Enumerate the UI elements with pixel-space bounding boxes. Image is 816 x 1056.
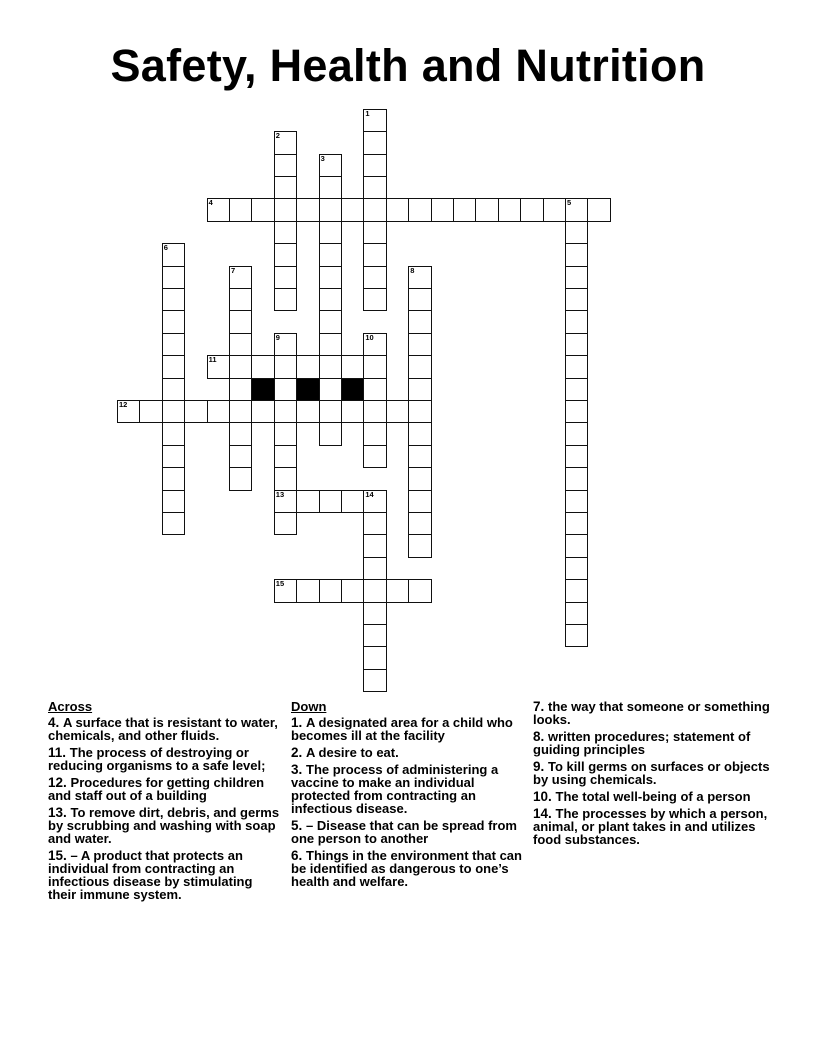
grid-cell[interactable] xyxy=(408,490,431,513)
clue-text: A desire to eat. xyxy=(306,745,399,760)
grid-cell[interactable] xyxy=(408,266,431,289)
down-clues xyxy=(291,700,527,892)
grid-cell[interactable] xyxy=(363,333,386,356)
grid-cell[interactable] xyxy=(274,579,297,602)
grid-cell[interactable] xyxy=(475,198,498,221)
grid-cell[interactable] xyxy=(565,400,588,423)
grid-cell[interactable] xyxy=(408,534,431,557)
clue-item xyxy=(533,790,773,803)
grid-cell[interactable] xyxy=(565,579,588,602)
grid-cell[interactable] xyxy=(386,400,409,423)
clue-number: 12 xyxy=(119,400,128,409)
grid-cell[interactable] xyxy=(162,266,185,289)
black-cell xyxy=(296,378,319,401)
grid-cell[interactable] xyxy=(274,221,297,244)
black-cell xyxy=(251,378,274,401)
grid-cell[interactable] xyxy=(408,310,431,333)
down-heading: Down xyxy=(291,699,327,714)
grid-cell[interactable] xyxy=(162,310,185,333)
grid-cell[interactable] xyxy=(565,378,588,401)
grid-cell[interactable] xyxy=(363,646,386,669)
grid-cell[interactable] xyxy=(386,198,409,221)
clue-text: To kill germs on surfaces or objects by using chemicals. xyxy=(533,759,770,787)
grid-cell[interactable] xyxy=(363,109,386,132)
grid-cell[interactable] xyxy=(408,333,431,356)
grid-cell[interactable] xyxy=(565,490,588,513)
grid-cell[interactable] xyxy=(319,176,342,199)
grid-cell[interactable] xyxy=(207,355,230,378)
grid-cell[interactable] xyxy=(274,131,297,154)
grid-cell[interactable] xyxy=(274,243,297,266)
grid-cell[interactable] xyxy=(565,445,588,468)
grid-cell[interactable] xyxy=(363,445,386,468)
grid-cell[interactable] xyxy=(408,378,431,401)
grid-cell[interactable] xyxy=(363,624,386,647)
grid-cell[interactable] xyxy=(363,266,386,289)
grid-cell[interactable] xyxy=(565,221,588,244)
clue-item xyxy=(48,746,284,772)
grid-cell[interactable] xyxy=(251,198,274,221)
clue-item xyxy=(533,700,773,726)
clue-number: 14 xyxy=(365,489,374,499)
clue-item xyxy=(291,746,527,759)
grid-cell[interactable] xyxy=(274,512,297,535)
grid-cell[interactable] xyxy=(162,422,185,445)
clue-number: 14. xyxy=(533,806,556,821)
clue-number: 1. xyxy=(291,715,307,730)
grid-cell[interactable] xyxy=(162,333,185,356)
grid-cell[interactable] xyxy=(408,512,431,535)
grid-cell[interactable] xyxy=(363,243,386,266)
grid-cell[interactable] xyxy=(386,579,409,602)
grid-cell[interactable] xyxy=(251,400,274,423)
clue-number: 7. xyxy=(533,699,549,714)
black-cell xyxy=(341,378,364,401)
grid-cell[interactable] xyxy=(207,400,230,423)
clue-text: A designated area for a child who becomes ill at the facility xyxy=(291,715,513,743)
grid-cell[interactable] xyxy=(363,198,386,221)
grid-cell[interactable] xyxy=(363,221,386,244)
grid-cell[interactable] xyxy=(363,669,386,692)
grid-cell[interactable] xyxy=(408,445,431,468)
clue-number: 9 xyxy=(275,332,280,342)
clue-item xyxy=(533,807,773,846)
grid-cell[interactable] xyxy=(162,445,185,468)
grid-cell[interactable] xyxy=(319,422,342,445)
grid-cell[interactable] xyxy=(296,490,319,513)
clue-item xyxy=(48,806,284,845)
grid-cell[interactable] xyxy=(162,467,185,490)
grid-cell[interactable] xyxy=(565,557,588,580)
grid-cell[interactable] xyxy=(363,400,386,423)
across-clues xyxy=(48,700,284,905)
clue-text: Procedures for getting children and staff out of a building xyxy=(48,775,265,803)
clue-number: 5. xyxy=(291,818,307,833)
grid-cell[interactable] xyxy=(408,579,431,602)
grid-cell[interactable] xyxy=(319,333,342,356)
clue-item xyxy=(48,849,284,901)
clue-text: – A product that protects an individual from contracting an infectious disease by stimulating their immune system. xyxy=(48,848,253,902)
grid-cell[interactable] xyxy=(296,355,319,378)
clue-item xyxy=(48,776,284,802)
grid-cell[interactable] xyxy=(363,579,386,602)
grid-cell[interactable] xyxy=(319,490,342,513)
grid-cell[interactable] xyxy=(207,198,230,221)
clue-text: The process of administering a vaccine to make an individual protected from contracting an infectious disease. xyxy=(291,762,499,816)
clue-number: 7 xyxy=(231,265,236,275)
clue-number: 5 xyxy=(567,198,572,208)
clue-number: 8 xyxy=(410,265,415,275)
grid-cell[interactable] xyxy=(565,243,588,266)
clue-number: 10. xyxy=(533,789,556,804)
grid-cell[interactable] xyxy=(296,400,319,423)
grid-cell[interactable] xyxy=(139,400,162,423)
grid-cell[interactable] xyxy=(408,288,431,311)
grid-cell[interactable] xyxy=(565,198,588,221)
grid-cell[interactable] xyxy=(565,355,588,378)
grid-cell[interactable] xyxy=(565,288,588,311)
grid-cell[interactable] xyxy=(274,288,297,311)
clue-text: Things in the environment that can be identified as dangerous to one’s health and welfare. xyxy=(291,848,522,889)
grid-cell[interactable] xyxy=(565,534,588,557)
grid-cell[interactable] xyxy=(274,467,297,490)
clue-number: 2. xyxy=(291,745,307,760)
grid-cell[interactable] xyxy=(229,288,252,311)
clue-number: 6 xyxy=(163,243,168,253)
grid-cell[interactable] xyxy=(341,490,364,513)
grid-cell[interactable] xyxy=(363,355,386,378)
grid-cell[interactable] xyxy=(274,176,297,199)
grid-cell[interactable] xyxy=(565,422,588,445)
grid-cell[interactable] xyxy=(319,198,342,221)
grid-cell[interactable] xyxy=(162,378,185,401)
clue-text: The process of destroying or reducing organisms to a safe level; xyxy=(48,745,266,773)
grid-cell[interactable] xyxy=(363,490,386,513)
grid-cell[interactable] xyxy=(162,243,185,266)
grid-cell[interactable] xyxy=(229,198,252,221)
grid-cell[interactable] xyxy=(274,266,297,289)
clue-text: The total well-being of a person xyxy=(555,789,751,804)
grid-cell[interactable] xyxy=(117,400,140,423)
grid-cell[interactable] xyxy=(274,333,297,356)
grid-cell[interactable] xyxy=(565,467,588,490)
grid-cell[interactable] xyxy=(229,266,252,289)
clue-text: – Disease that can be spread from one person to another xyxy=(291,818,517,846)
grid-cell[interactable] xyxy=(565,512,588,535)
grid-cell[interactable] xyxy=(431,198,454,221)
clue-item xyxy=(291,849,527,888)
grid-cell[interactable] xyxy=(229,422,252,445)
page-title: Safety, Health and Nutrition xyxy=(110,40,706,91)
grid-cell[interactable] xyxy=(274,445,297,468)
clue-number: 6. xyxy=(291,848,307,863)
grid-cell[interactable] xyxy=(319,266,342,289)
grid-cell[interactable] xyxy=(229,467,252,490)
grid-cell[interactable] xyxy=(229,310,252,333)
grid-cell[interactable] xyxy=(341,400,364,423)
grid-cell[interactable] xyxy=(587,198,610,221)
clue-number: 15. xyxy=(48,848,71,863)
grid-cell[interactable] xyxy=(498,198,521,221)
grid-cell[interactable] xyxy=(229,400,252,423)
clue-text: To remove dirt, debris, and germs by scrubbing and washing with soap and water. xyxy=(48,805,280,846)
clue-number: 9. xyxy=(533,759,549,774)
grid-cell[interactable] xyxy=(251,355,274,378)
grid-cell[interactable] xyxy=(341,355,364,378)
clue-number: 15 xyxy=(275,579,285,589)
across-heading: Across xyxy=(48,699,93,714)
grid-cell[interactable] xyxy=(408,198,431,221)
clue-item xyxy=(291,819,527,845)
grid-cell[interactable] xyxy=(565,624,588,647)
clue-number: 8. xyxy=(533,729,549,744)
clue-text: The processes by which a person, animal, or plant takes in and utilizes food substances. xyxy=(533,806,768,847)
grid-cell[interactable] xyxy=(363,288,386,311)
clue-number: 11. xyxy=(48,745,70,760)
grid-cell[interactable] xyxy=(296,579,319,602)
grid-cell[interactable] xyxy=(543,198,566,221)
grid-cell[interactable] xyxy=(162,400,185,423)
grid-cell[interactable] xyxy=(162,512,185,535)
grid-cell[interactable] xyxy=(229,355,252,378)
grid-cell[interactable] xyxy=(520,198,543,221)
grid-cell[interactable] xyxy=(319,154,342,177)
grid-cell[interactable] xyxy=(229,333,252,356)
grid-cell[interactable] xyxy=(363,602,386,625)
grid-cell[interactable] xyxy=(565,333,588,356)
grid-cell[interactable] xyxy=(363,154,386,177)
grid-cell[interactable] xyxy=(341,579,364,602)
clue-number: 13. xyxy=(48,805,71,820)
grid-cell[interactable] xyxy=(363,378,386,401)
clue-item xyxy=(533,730,773,756)
grid-cell[interactable] xyxy=(363,131,386,154)
grid-cell[interactable] xyxy=(319,400,342,423)
grid-cell[interactable] xyxy=(408,422,431,445)
grid-cell[interactable] xyxy=(363,512,386,535)
grid-cell[interactable] xyxy=(229,445,252,468)
grid-cell[interactable] xyxy=(162,490,185,513)
clue-number: 4. xyxy=(48,715,64,730)
clue-number: 1 xyxy=(365,108,370,118)
clue-item xyxy=(291,716,527,742)
grid-cell[interactable] xyxy=(229,378,252,401)
grid-cell[interactable] xyxy=(363,534,386,557)
grid-cell[interactable] xyxy=(319,243,342,266)
grid-cell[interactable] xyxy=(274,422,297,445)
clue-number: 3 xyxy=(320,153,325,163)
grid-cell[interactable] xyxy=(565,310,588,333)
grid-cell[interactable] xyxy=(162,355,185,378)
down-clues-continued xyxy=(533,700,773,850)
grid-cell[interactable] xyxy=(319,579,342,602)
grid-cell[interactable] xyxy=(408,400,431,423)
grid-cell[interactable] xyxy=(408,467,431,490)
grid-cell[interactable] xyxy=(453,198,476,221)
clue-number: 10 xyxy=(365,332,374,342)
clue-number: 12. xyxy=(48,775,71,790)
clue-item xyxy=(48,716,284,742)
grid-cell[interactable] xyxy=(274,355,297,378)
clue-number: 11 xyxy=(208,355,217,365)
clue-text: written procedures; statement of guiding principles xyxy=(533,729,751,757)
grid-cell[interactable] xyxy=(274,378,297,401)
clue-text: A surface that is resistant to water, chemicals, and other fluids. xyxy=(48,715,278,743)
grid-cell[interactable] xyxy=(408,355,431,378)
clue-item xyxy=(533,760,773,786)
grid-cell[interactable] xyxy=(296,198,319,221)
grid-cell[interactable] xyxy=(363,422,386,445)
grid-cell[interactable] xyxy=(319,355,342,378)
grid-cell[interactable] xyxy=(162,288,185,311)
grid-cell[interactable] xyxy=(565,266,588,289)
grid-cell[interactable] xyxy=(565,602,588,625)
clue-number: 13 xyxy=(275,489,285,499)
grid-cell[interactable] xyxy=(274,490,297,513)
grid-cell[interactable] xyxy=(319,221,342,244)
grid-cell[interactable] xyxy=(363,557,386,580)
clue-number: 2 xyxy=(275,131,280,141)
clue-item xyxy=(291,763,527,815)
grid-cell[interactable] xyxy=(319,378,342,401)
grid-cell[interactable] xyxy=(341,198,364,221)
grid-cell[interactable] xyxy=(319,310,342,333)
grid-cell[interactable] xyxy=(274,400,297,423)
grid-cell[interactable] xyxy=(274,154,297,177)
clue-text: the way that someone or something looks. xyxy=(533,699,770,727)
grid-cell[interactable] xyxy=(319,288,342,311)
clue-number: 4 xyxy=(208,198,213,208)
grid-cell[interactable] xyxy=(184,400,207,423)
clue-number: 3. xyxy=(291,762,307,777)
grid-cell[interactable] xyxy=(274,198,297,221)
grid-cell[interactable] xyxy=(363,176,386,199)
